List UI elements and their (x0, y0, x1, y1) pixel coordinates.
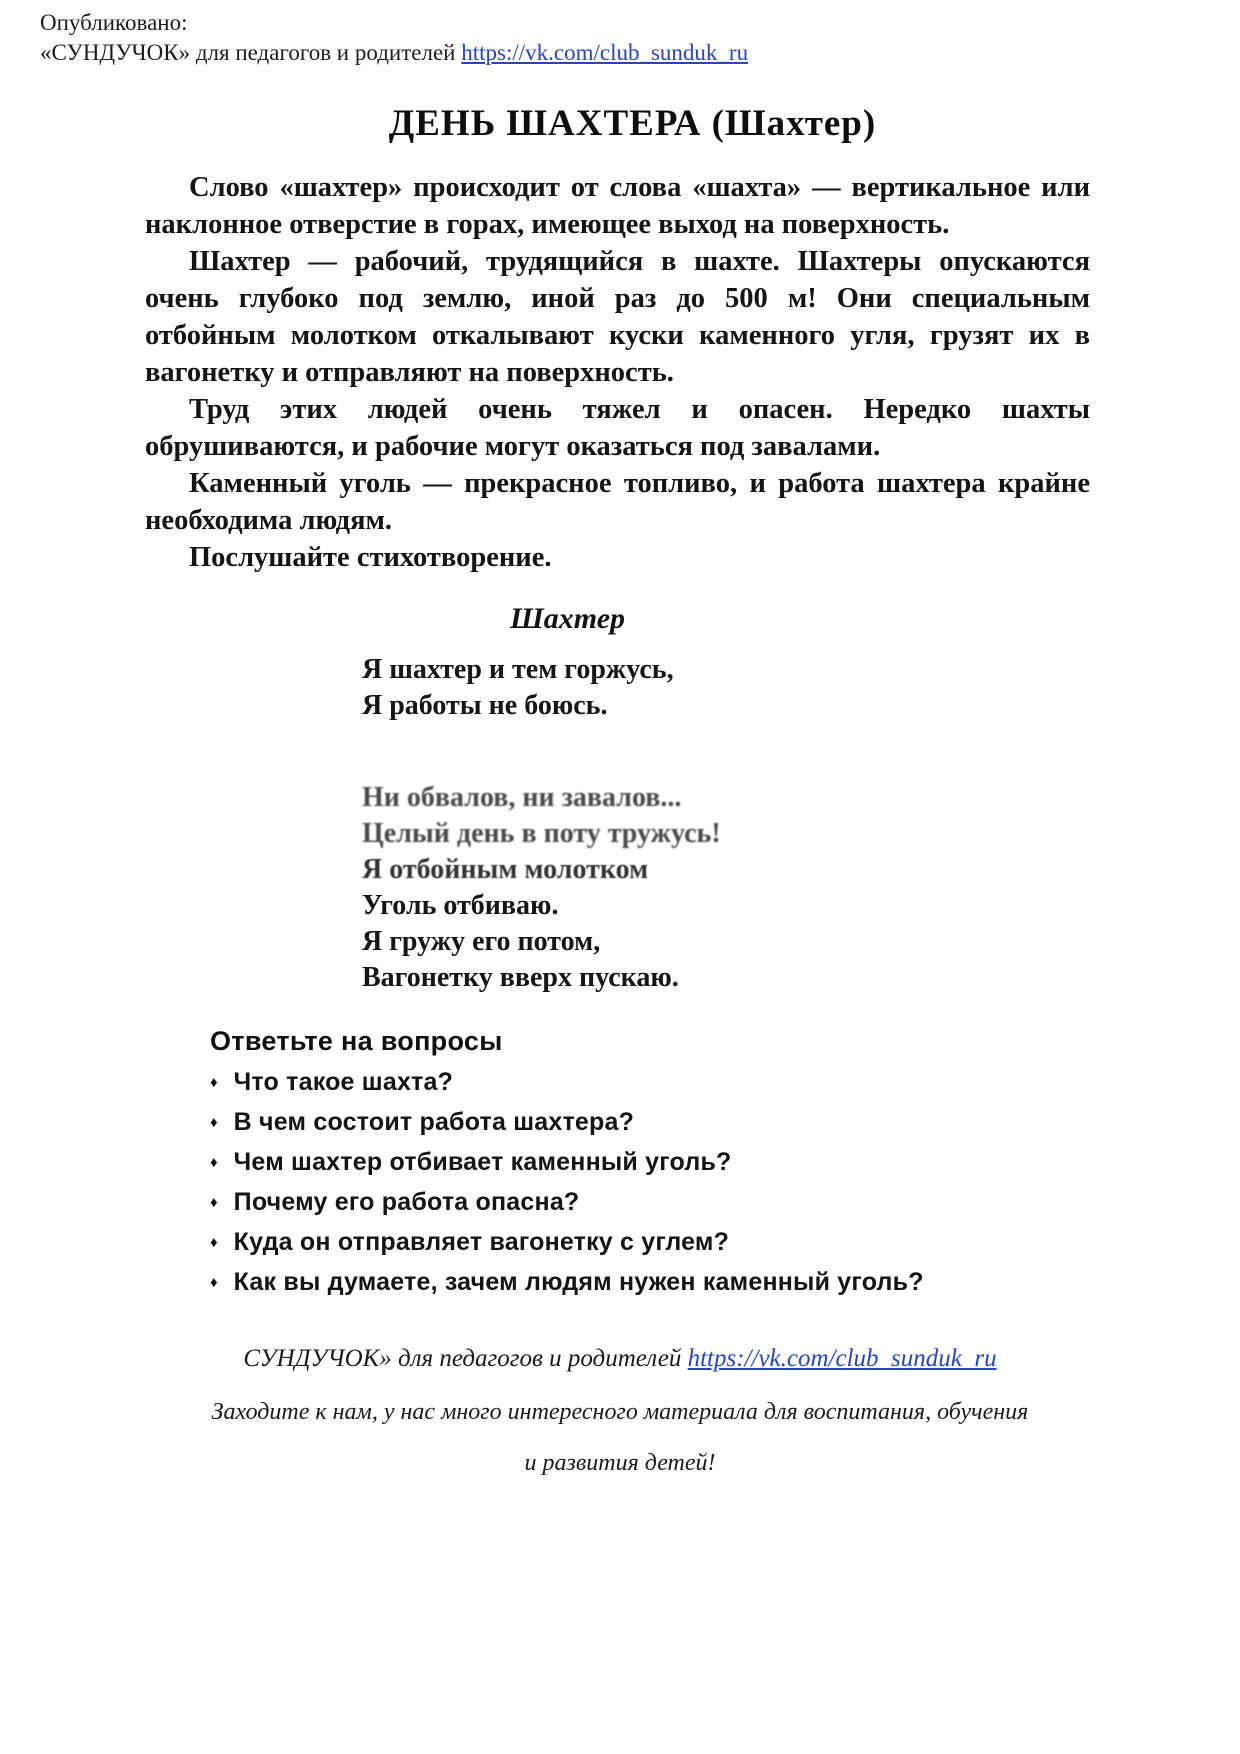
questions-heading: Ответьте на вопросы (210, 1026, 503, 1056)
question-text: В чем состоит работа шахтера? (233, 1108, 635, 1136)
paragraph: Каменный уголь — прекрасное топливо, и работа шахтера крайне необходима людям. (145, 468, 1090, 536)
question-text: Чем шахтер отбивает каменный уголь? (233, 1148, 732, 1176)
question-text: Куда он отправляет вагонетку с углем? (233, 1228, 730, 1256)
question-text: Как вы думаете, зачем людям нужен каменный уголь? (233, 1268, 924, 1296)
paragraph: Послушайте стихотворение. (189, 542, 552, 573)
questions-section (210, 1026, 1240, 1297)
question-text: Почему его работа опасна? (233, 1188, 580, 1216)
footer-vk-link[interactable]: https://vk.com/club_sunduk_ru (687, 1345, 997, 1372)
question-item (210, 1068, 1240, 1097)
diamond-bullet-icon: ♦ (210, 1074, 218, 1091)
paragraph: Слово «шахтер» происходит от слова «шахта» — вертикальное или наклонное отверстие в горах, имеющее выход на поверхность. (145, 172, 1090, 240)
body-text (145, 169, 1090, 576)
poem-line: Я отбойным молотком (362, 854, 649, 885)
poem-section (0, 602, 1240, 996)
poem-line: Ни обвалов, ни завалов... (362, 782, 682, 813)
diamond-bullet-icon: ♦ (210, 1234, 218, 1251)
publication-header (0, 0, 1240, 68)
source-prefix: «СУНДУЧОК» для педагогов и родителей (40, 40, 462, 65)
poem-line: Целый день в поту тружусь! (362, 818, 721, 849)
footer-invite-line: Заходите к нам, у нас много интересного материала для воспитания, обучения (211, 1399, 1029, 1425)
question-item (210, 1188, 1240, 1217)
document-title: ДЕНЬ ШАХТЕРА (Шахтер) (388, 103, 877, 144)
question-item (210, 1268, 1240, 1297)
published-label: Опубликовано: (40, 10, 188, 35)
footer-source-prefix: СУНДУЧОК» для педагогов и родителей (243, 1345, 688, 1372)
poem-title: Шахтер (509, 602, 626, 635)
footer-source-line (0, 1345, 1240, 1373)
footer-invite-line-2: и развития детей! (524, 1450, 716, 1476)
vk-link[interactable]: https://vk.com/club_sunduk_ru (461, 40, 749, 65)
question-item (210, 1148, 1240, 1177)
question-item (210, 1108, 1240, 1137)
page-footer (0, 1345, 1240, 1477)
poem-line: Я гружу его потом, (362, 926, 601, 957)
source-line (40, 38, 1200, 68)
poem-line: Уголь отбиваю. (362, 890, 559, 921)
diamond-bullet-icon: ♦ (210, 1114, 218, 1131)
diamond-bullet-icon: ♦ (210, 1154, 218, 1171)
poem-stanza-1 (362, 652, 1240, 724)
question-text: Что такое шахта? (233, 1068, 454, 1096)
poem-stanza-2 (362, 780, 1240, 996)
question-item (210, 1228, 1240, 1257)
paragraph: Труд этих людей очень тяжел и опасен. Нередко шахты обрушиваются, и рабочие могут оказаться под завалами. (145, 394, 1090, 462)
diamond-bullet-icon: ♦ (210, 1194, 218, 1211)
diamond-bullet-icon: ♦ (210, 1274, 218, 1291)
poem-line: Я работы не боюсь. (362, 690, 608, 721)
poem-line: Я шахтер и тем горжусь, (362, 654, 674, 685)
paragraph: Шахтер — рабочий, трудящийся в шахте. Шахтеры опускаются очень глубоко под землю, иной раз до 500 м! Они специальным отбойным молотком откалывают куски каменного угля, грузят их в вагонетку и отправляют на поверхность. (145, 246, 1090, 388)
poem-line: Вагонетку вверх пускаю. (362, 962, 679, 993)
